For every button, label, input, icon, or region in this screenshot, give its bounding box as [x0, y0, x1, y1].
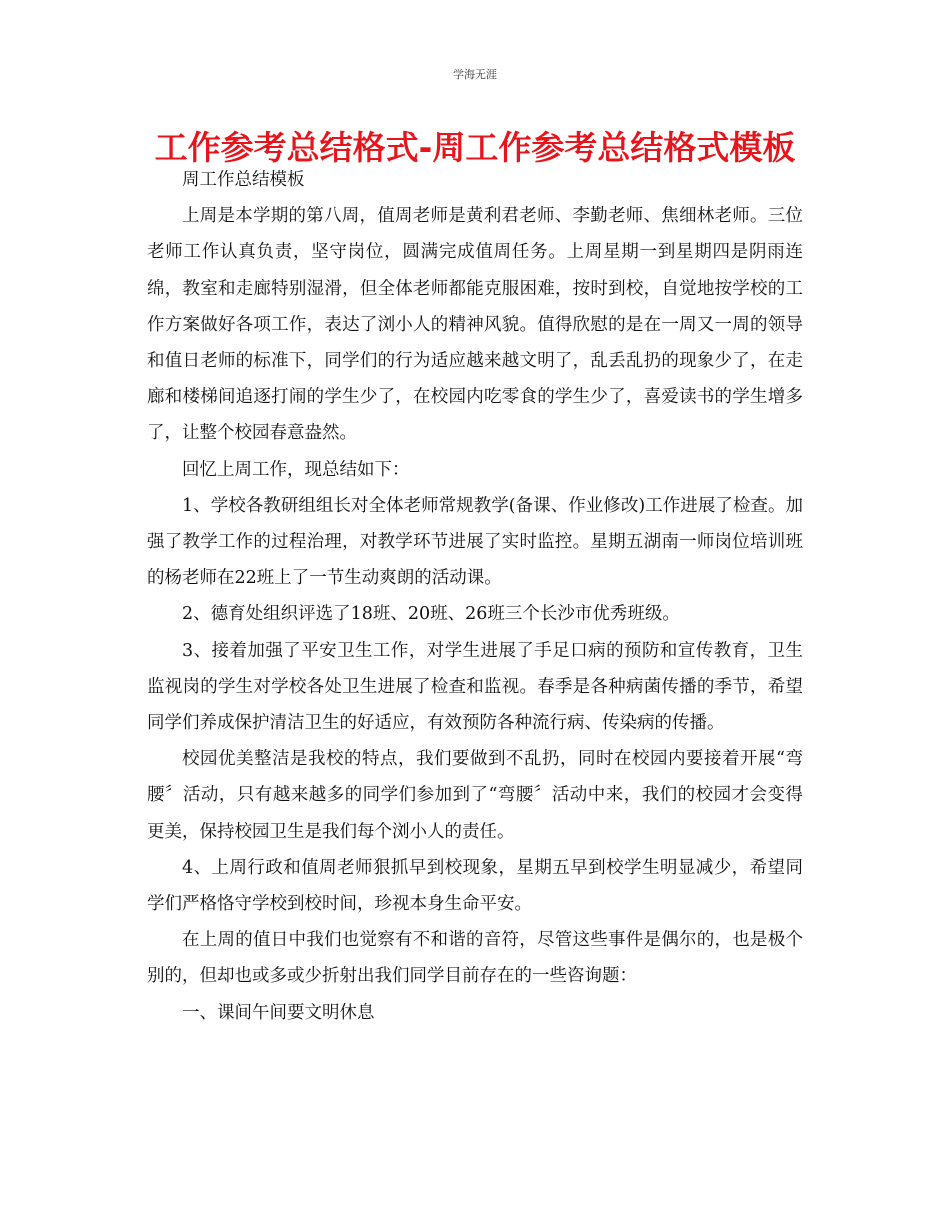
paragraph-intro: 上周是本学期的第八周，值周老师是黄利君老师、李勤老师、焦细林老师。三位老师工作认真负责，坚守岗位，圆满完成值周任务。上周星期一到星期四是阴雨连绵，教室和走廊特别湿滑，但全体老师都能克服困难，按时到校，自觉地按学校的工作方案做好各项工作，表达了浏小人的精神风貌。值得欣慰的是在一周又一周的领导和值日老师的标准下，同学们的行为适应越来越文明了，乱丢乱扔的现象少了，在走廊和楼梯间追逐打闹的学生少了，在校园内吃零食的学生少了，喜爱读书的学生增多了，让整个校园春意盎然。	[147, 206, 803, 444]
paragraph-item-3: 3、接着加强了平安卫生工作，对学生进展了手足口病的预防和宣传教育，卫生监视岗的学生对学校各处卫生进展了检查和监视。春季是各种病菌传播的季节，希望同学们养成保护清洁卫生的好适应，有效预防各种流行病、传染病的传播。	[147, 640, 803, 734]
paragraph-item-2: 2、德育处组织评选了18班、20班、26班三个长沙市优秀班级。	[182, 604, 680, 625]
paragraph-issues: 在上周的值日中我们也觉察有不和谐的音符，尽管这些事件是偶尔的，也是极个别的，但却也或多或少折射出我们同学目前存在的一些咨询题：	[147, 930, 803, 987]
paragraph-item-4: 4、上周行政和值周老师狠抓早到校现象，星期五早到校学生明显减少，希望同学们严格恪守学校到校时间，珍视本身生命平安。	[147, 857, 803, 915]
paragraph-review: 回忆上周工作，现总结如下：	[182, 459, 410, 480]
paragraph-item-1: 1、学校各教研组组长对全体老师常规教学(备课、作业修改)工作进展了检查。加强了教学工作的过程治理，对教学环节进展了实时监控。星期五湖南一师岗位培训班的杨老师在22班上了一节生动爽朗的活动课。	[147, 495, 803, 589]
document-body	[147, 162, 803, 1031]
paragraph-subtitle: 周工作总结模板	[182, 170, 305, 190]
paragraph-section-1: 一、课间午间要文明休息	[182, 1002, 375, 1023]
document-title: 工作参考总结格式-周工作参考总结格式模板	[154, 128, 796, 167]
paragraph-campus: 校园优美整洁是我校的特点，我们要做到不乱扔，同时在校园内要接着开展“弯腰〞活动，只有越来越多的同学们参加到了“弯腰〞活动中来，我们的校园才会变得更美，保持校园卫生是我们每个浏小人的责任。	[147, 749, 803, 842]
page-header: 学海无涯	[453, 68, 497, 81]
